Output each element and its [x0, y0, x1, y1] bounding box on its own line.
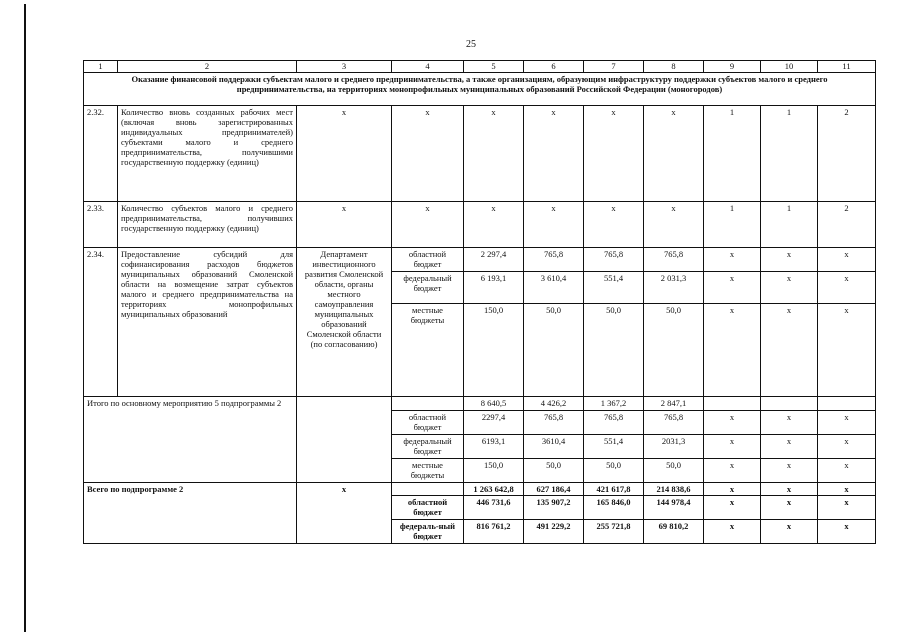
- cell: 765,8: [524, 248, 584, 272]
- cell: х: [818, 496, 876, 520]
- cell: 2 297,4: [464, 248, 524, 272]
- cell: 50,0: [644, 304, 704, 397]
- cell: х: [524, 106, 584, 202]
- cell: [392, 483, 464, 496]
- cell: 1 263 642,8: [464, 483, 524, 496]
- row-number: 2.34.: [84, 248, 118, 397]
- page-number: 25: [466, 39, 476, 50]
- cell: 1: [704, 106, 761, 202]
- cell: х: [704, 272, 761, 304]
- header-cell: 1: [84, 61, 118, 73]
- cell: 8 640,5: [464, 397, 524, 411]
- cell: 551,4: [584, 435, 644, 459]
- cell: 69 810,2: [644, 520, 704, 544]
- cell: 4 426,2: [524, 397, 584, 411]
- header-cell: 7: [584, 61, 644, 73]
- table-row: [84, 202, 876, 248]
- cell: х: [704, 496, 761, 520]
- cell: 816 761,2: [464, 520, 524, 544]
- cell: х: [761, 496, 818, 520]
- cell: х: [761, 411, 818, 435]
- cell: х: [818, 459, 876, 483]
- cell: 446 731,6: [464, 496, 524, 520]
- cell: х: [761, 435, 818, 459]
- cell: 150,0: [464, 459, 524, 483]
- row-name: Количество субъектов малого и среднего предпринимательства, получивших государственную поддержку (единиц): [118, 202, 297, 248]
- cell: х: [644, 202, 704, 248]
- cell: 491 229,2: [524, 520, 584, 544]
- cell: х: [761, 248, 818, 272]
- table-row: [84, 106, 876, 202]
- cell: 150,0: [464, 304, 524, 397]
- cell: х: [818, 411, 876, 435]
- cell: 765,8: [524, 411, 584, 435]
- cell: 2297,4: [464, 411, 524, 435]
- cell: 6193,1: [464, 435, 524, 459]
- cell: х: [818, 248, 876, 272]
- cell: 551,4: [584, 272, 644, 304]
- header-cell: 6: [524, 61, 584, 73]
- budget-table: [83, 60, 876, 544]
- cell: 2: [818, 106, 876, 202]
- cell: [761, 397, 818, 411]
- cell: х: [818, 483, 876, 496]
- cell: 50,0: [524, 304, 584, 397]
- funding-source: местные бюджеты: [392, 304, 464, 397]
- section-title-row: [84, 73, 876, 106]
- header-cell: 10: [761, 61, 818, 73]
- cell: [704, 397, 761, 411]
- row-number: 2.32.: [84, 106, 118, 202]
- cell: х: [392, 106, 464, 202]
- cell: 765,8: [584, 411, 644, 435]
- funding-source: федераль-ный бюджет: [392, 520, 464, 544]
- cell: 144 978,4: [644, 496, 704, 520]
- cell: 165 846,0: [584, 496, 644, 520]
- header-cell: 5: [464, 61, 524, 73]
- cell: х: [761, 304, 818, 397]
- column-header-row: [84, 61, 876, 73]
- cell: 1: [761, 106, 818, 202]
- cell: [392, 397, 464, 411]
- cell: х: [297, 483, 392, 544]
- cell: х: [297, 106, 392, 202]
- cell: х: [584, 106, 644, 202]
- cell: х: [584, 202, 644, 248]
- cell: х: [392, 202, 464, 248]
- cell: х: [704, 520, 761, 544]
- cell: 1: [761, 202, 818, 248]
- cell: 1: [704, 202, 761, 248]
- cell: [818, 397, 876, 411]
- row-name: Количество вновь созданных рабочих мест (включая вновь зарегистрированных индивидуальных предпринимателей) субъектами малого и среднего предпринимательства, получившими государственную поддержку (единиц): [118, 106, 297, 202]
- cell: х: [704, 248, 761, 272]
- total-activity-label: Итого по основному мероприятию 5 подпрограммы 2: [84, 397, 297, 483]
- cell: 2: [818, 202, 876, 248]
- cell: х: [704, 304, 761, 397]
- cell: 627 186,4: [524, 483, 584, 496]
- cell: х: [704, 459, 761, 483]
- cell: х: [818, 272, 876, 304]
- cell: х: [464, 106, 524, 202]
- cell: х: [704, 483, 761, 496]
- cell: 50,0: [584, 459, 644, 483]
- section-title: Оказание финансовой поддержки субъектам малого и среднего предпринимательства, а также организациям, образующим инфраструктуру поддержки субъектов малого и среднего предпринимательства, на территориях монопрофильных муниципальных образований Российской Федерации (моногородов): [84, 73, 876, 106]
- funding-source: областной бюджет: [392, 248, 464, 272]
- cell: 135 907,2: [524, 496, 584, 520]
- cell: 50,0: [644, 459, 704, 483]
- cell: х: [761, 459, 818, 483]
- cell: 214 838,6: [644, 483, 704, 496]
- table-row: [84, 483, 876, 496]
- row-number: 2.33.: [84, 202, 118, 248]
- row-name: Предоставление субсидий для софинансирования расходов бюджетов муниципальных образований Смоленской области на возмещение затрат субъектов малого и среднего предпринимательства на территориях монопрофильных муниципальных образований: [118, 248, 297, 397]
- funding-source: федеральный бюджет: [392, 435, 464, 459]
- table-row: [84, 397, 876, 411]
- cell: 765,8: [584, 248, 644, 272]
- funding-source: местные бюджеты: [392, 459, 464, 483]
- cell: х: [644, 106, 704, 202]
- cell: 6 193,1: [464, 272, 524, 304]
- cell: 2031,3: [644, 435, 704, 459]
- total-subprogram-label: Всего по подпрограмме 2: [84, 483, 297, 544]
- cell: х: [297, 202, 392, 248]
- cell: 3 610,4: [524, 272, 584, 304]
- cell: х: [818, 520, 876, 544]
- cell: х: [761, 520, 818, 544]
- cell: х: [761, 272, 818, 304]
- funding-source: областной бюджет: [392, 496, 464, 520]
- header-cell: 4: [392, 61, 464, 73]
- cell: 2 847,1: [644, 397, 704, 411]
- cell: 765,8: [644, 411, 704, 435]
- header-cell: 2: [118, 61, 297, 73]
- cell: 3610,4: [524, 435, 584, 459]
- cell: х: [524, 202, 584, 248]
- cell: 50,0: [584, 304, 644, 397]
- cell: х: [704, 435, 761, 459]
- header-cell: 3: [297, 61, 392, 73]
- cell: х: [464, 202, 524, 248]
- cell: 50,0: [524, 459, 584, 483]
- header-cell: 8: [644, 61, 704, 73]
- cell: 765,8: [644, 248, 704, 272]
- funding-source: областной бюджет: [392, 411, 464, 435]
- cell: 421 617,8: [584, 483, 644, 496]
- funding-source: федеральный бюджет: [392, 272, 464, 304]
- cell: х: [704, 411, 761, 435]
- cell: х: [761, 483, 818, 496]
- cell: 2 031,3: [644, 272, 704, 304]
- header-cell: 9: [704, 61, 761, 73]
- header-cell: 11: [818, 61, 876, 73]
- cell: 255 721,8: [584, 520, 644, 544]
- cell: х: [818, 435, 876, 459]
- cell: 1 367,2: [584, 397, 644, 411]
- page-binding-line: [24, 4, 26, 632]
- executor-cell: Департамент инвестиционного развития Смоленской области, органы местного самоуправления муниципальных образований Смоленской области (по согласованию): [297, 248, 392, 397]
- cell: х: [818, 304, 876, 397]
- cell: [297, 397, 392, 483]
- table-row: [84, 248, 876, 272]
